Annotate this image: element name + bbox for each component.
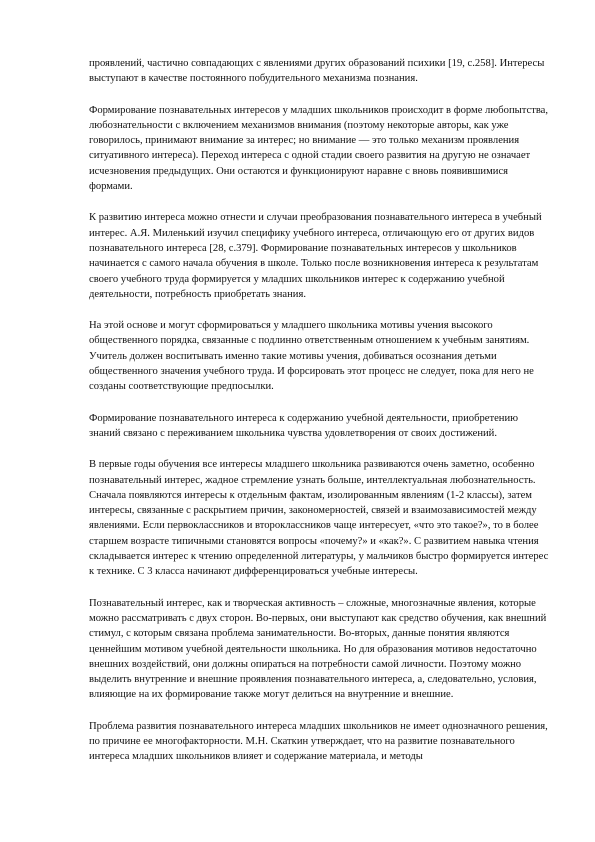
paragraph-gap bbox=[89, 87, 549, 103]
document-page bbox=[89, 56, 549, 765]
paragraph-gap bbox=[89, 703, 549, 719]
paragraph-gap bbox=[89, 395, 549, 411]
paragraph-gap bbox=[89, 302, 549, 318]
paragraph-4: На этой основе и могут сформироваться у младшего школьника мотивы учения высокого общественного порядка, связанные с подлинно ответственным отношением к учебным занятиям. Учитель должен воспитывать именно такие мотивы учения, добиваться осознания детьми общественного значения учебного труда. И форсировать этот процесс не следует, пока для него не созданы соответствующие предпосылки. bbox=[89, 320, 534, 393]
paragraph-2: Формирование познавательных интересов у младших школьников происходит в форме любопытства, любознательности с включением механизмов внимания (поэтому некоторые авторы, как уже говорилось, принимают внимание за интерес; но внимание — это только механизм проявления ситуативного интереса). Переход интереса с одной стадии своего развития на другую не означает исчезновения предыдущих. Они остаются и функционируют наравне с вновь появившимися формами. bbox=[89, 104, 549, 193]
paragraph-gap bbox=[89, 194, 549, 210]
paragraph-gap bbox=[89, 441, 549, 457]
paragraph-7: Познавательный интерес, как и творческая активность – сложные, многозначные явления, которые можно рассматривать с двух сторон. Во-первых, они выступают как средство обучения, как внешний стимул, с которым связана проблема занимательности. Во-вторых, данные понятия являются ценнейшим мотивом учебной деятельности школьника. Но для образования мотивов недостаточно внешних воздействий, они должны опираться на потребности самой личности. Поэтому можно выделить внутренние и внешние проявления познавательного интереса, а, следовательно, условия, влияющие на их формирование также могут делиться на внутренние и внешние. bbox=[89, 597, 547, 701]
paragraph-5: Формирование познавательного интереса к содержанию учебной деятельности, приобретению знаний связано с переживанием школьника чувства удовлетворения от своих достижений. bbox=[89, 412, 519, 439]
paragraph-8: Проблема развития познавательного интереса младших школьников не имеет однозначного решения, по причине ее многофакторности. М.Н. Скаткин утверждает, что на развитие познавательного интереса младших школьников влияет и содержание материала, и методы bbox=[89, 720, 548, 763]
paragraph-1: проявлений, частично совпадающих с явлениями других образований психики [19, с.258]. Интересы выступают в качестве постоянного побудительного механизма познания. bbox=[89, 58, 545, 85]
paragraph-gap bbox=[89, 580, 549, 596]
paragraph-6: В первые годы обучения все интересы младшего школьника развиваются очень заметно, особенно познавательный интерес, жадное стремление узнать больше, интеллектуальная любознательность. Сначала появляются интересы к отдельным фактам, изолированным явлениям (1-2 классы), затем интересы, связанные с раскрытием причин, закономерностей, связей и взаимозависимостей между явлениями. Если первоклассников и второклассников чаще интересует, «что это такое?», то в более старшем возрасте типичными становятся вопросы «почему?» и «как?». С развитием навыка чтения складывается интерес к чтению определенной литературы, у мальчиков быстро формируется интерес к технике. С 3 класса начинают дифференцироваться учебные интересы. bbox=[89, 459, 549, 578]
paragraph-3: К развитию интереса можно отнести и случаи преобразования познавательного интереса в учебный интерес. А.Я. Миленький изучил специфику учебного интереса, отличающую его от других видов познавательного интереса [28, с.379]. Формирование познавательных интересов у школьников начинается с самого начала обучения в школе. Только после возникновения интереса к результатам своего учебного труда формируется у младших школьников интерес к содержанию учебной деятельности, потребность приобретать знания. bbox=[89, 212, 542, 300]
